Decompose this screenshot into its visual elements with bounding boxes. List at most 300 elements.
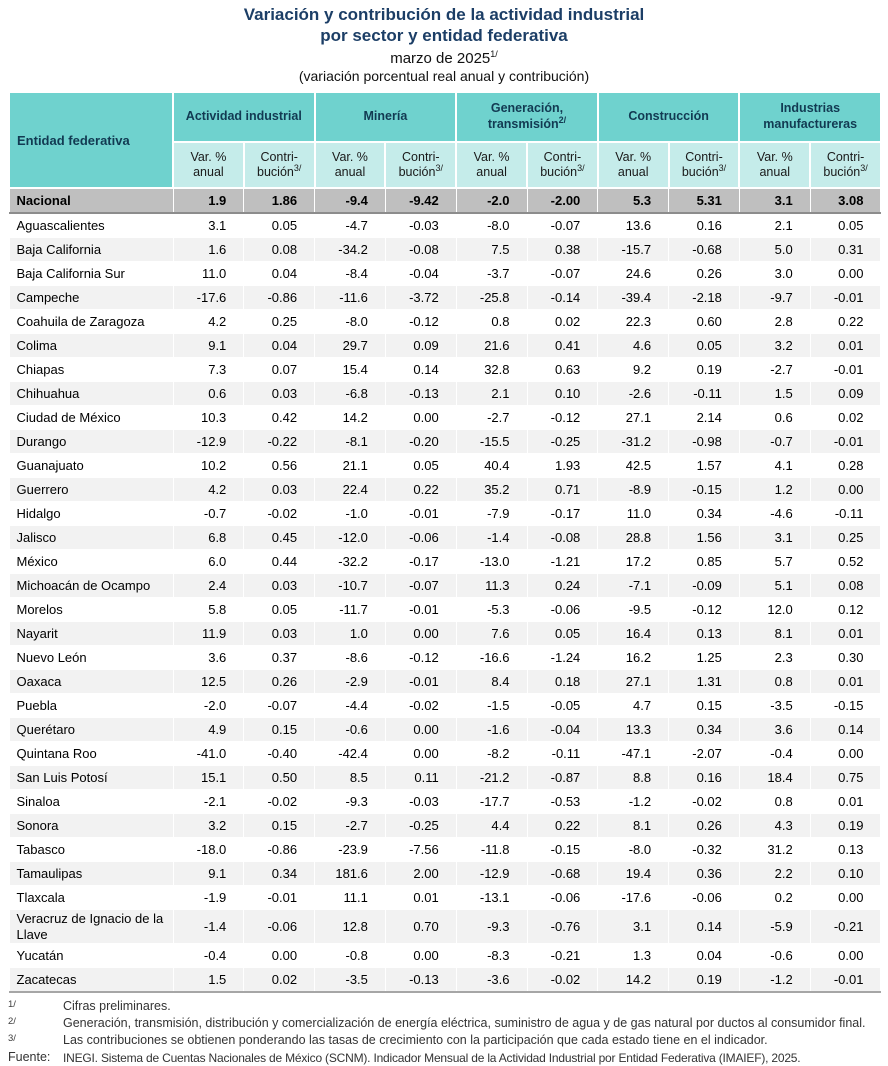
- value-cell: -0.12: [385, 646, 456, 670]
- value-cell: -9.7: [739, 286, 810, 310]
- value-cell: -1.5: [456, 694, 527, 718]
- value-cell: -39.4: [598, 286, 669, 310]
- value-cell: 8.8: [598, 766, 669, 790]
- header-group-row: [9, 92, 881, 142]
- value-cell: 12.5: [173, 670, 244, 694]
- value-cell: -0.08: [385, 238, 456, 262]
- entity-cell: Tlaxcala: [9, 886, 173, 910]
- subheader-var-generacion-transmision: Var. % anual: [456, 142, 527, 188]
- value-cell: 21.1: [315, 454, 386, 478]
- table-header: [9, 92, 881, 188]
- value-cell: -32.2: [315, 550, 386, 574]
- value-cell: 0.09: [810, 382, 881, 406]
- value-cell: 0.8: [456, 310, 527, 334]
- value-cell: 6.8: [173, 526, 244, 550]
- value-cell: 0.16: [669, 766, 740, 790]
- entity-cell: México: [9, 550, 173, 574]
- value-cell: 14.2: [315, 406, 386, 430]
- column-group-actividad-industrial: Actividad industrial: [173, 92, 315, 142]
- value-cell: -2.7: [739, 358, 810, 382]
- value-cell: 0.36: [669, 862, 740, 886]
- entity-cell: Baja California: [9, 238, 173, 262]
- table-row-nuevo-leon: [9, 646, 881, 670]
- value-cell: -0.13: [385, 382, 456, 406]
- value-cell: -9.42: [385, 188, 456, 213]
- value-cell: -0.40: [244, 742, 315, 766]
- value-cell: -1.21: [527, 550, 598, 574]
- value-cell: -13.0: [456, 550, 527, 574]
- value-cell: -0.01: [385, 670, 456, 694]
- value-cell: 2.1: [739, 213, 810, 238]
- value-cell: 0.19: [810, 814, 881, 838]
- value-cell: -1.6: [456, 718, 527, 742]
- contrib-footnote-marker: 3/: [435, 162, 443, 173]
- value-cell: 22.3: [598, 310, 669, 334]
- entity-cell: Ciudad de México: [9, 406, 173, 430]
- value-cell: -0.07: [385, 574, 456, 598]
- footnote-marker: 1/: [8, 999, 16, 1011]
- value-cell: -0.76: [527, 910, 598, 944]
- value-cell: 9.2: [598, 358, 669, 382]
- value-cell: 4.2: [173, 478, 244, 502]
- value-cell: 8.1: [739, 622, 810, 646]
- value-cell: 13.3: [598, 718, 669, 742]
- value-cell: -21.2: [456, 766, 527, 790]
- value-cell: 8.5: [315, 766, 386, 790]
- value-cell: 2.4: [173, 574, 244, 598]
- row-nacional: [9, 188, 881, 213]
- value-cell: 11.1: [315, 886, 386, 910]
- value-cell: 0.42: [244, 406, 315, 430]
- value-cell: -0.01: [810, 968, 881, 993]
- value-cell: -0.07: [244, 694, 315, 718]
- value-cell: 7.5: [456, 238, 527, 262]
- value-cell: 4.3: [739, 814, 810, 838]
- value-cell: 0.34: [669, 718, 740, 742]
- value-cell: 0.00: [385, 944, 456, 968]
- value-cell: 0.31: [810, 238, 881, 262]
- entity-cell: Yucatán: [9, 944, 173, 968]
- value-cell: 0.8: [739, 670, 810, 694]
- entity-cell: Baja California Sur: [9, 262, 173, 286]
- value-cell: 31.2: [739, 838, 810, 862]
- value-cell: 3.2: [739, 334, 810, 358]
- value-cell: 17.2: [598, 550, 669, 574]
- table-row-baja-california: [9, 238, 881, 262]
- value-cell: 10.3: [173, 406, 244, 430]
- table-row-nayarit: [9, 622, 881, 646]
- value-cell: 0.00: [385, 742, 456, 766]
- value-cell: -9.3: [456, 910, 527, 944]
- value-cell: 28.8: [598, 526, 669, 550]
- value-cell: 6.0: [173, 550, 244, 574]
- value-cell: -0.06: [385, 526, 456, 550]
- value-cell: -0.01: [810, 286, 881, 310]
- value-cell: 0.12: [810, 598, 881, 622]
- value-cell: 0.38: [527, 238, 598, 262]
- table-body: [9, 188, 881, 992]
- value-cell: 0.13: [669, 622, 740, 646]
- value-cell: -13.1: [456, 886, 527, 910]
- value-cell: 0.14: [669, 910, 740, 944]
- table-row-puebla: [9, 694, 881, 718]
- value-cell: 0.05: [244, 598, 315, 622]
- value-cell: 11.0: [173, 262, 244, 286]
- table-row-jalisco: [9, 526, 881, 550]
- footnote-3: [8, 1032, 880, 1049]
- value-cell: 3.0: [739, 262, 810, 286]
- value-cell: -0.32: [669, 838, 740, 862]
- value-cell: 22.4: [315, 478, 386, 502]
- value-cell: -0.22: [244, 430, 315, 454]
- value-cell: -2.9: [315, 670, 386, 694]
- value-cell: -8.0: [598, 838, 669, 862]
- value-cell: -0.05: [527, 694, 598, 718]
- value-cell: -0.11: [527, 742, 598, 766]
- entity-cell: Puebla: [9, 694, 173, 718]
- value-cell: -8.3: [456, 944, 527, 968]
- entity-column-header: Entidad federativa: [9, 92, 173, 188]
- value-cell: -2.1: [173, 790, 244, 814]
- value-cell: 5.31: [669, 188, 740, 213]
- value-cell: 0.04: [244, 334, 315, 358]
- table-row-quintana-roo: [9, 742, 881, 766]
- table-row-michoacan-de-ocampo: [9, 574, 881, 598]
- value-cell: 5.0: [739, 238, 810, 262]
- value-cell: 0.03: [244, 478, 315, 502]
- value-cell: -15.5: [456, 430, 527, 454]
- value-cell: 0.22: [527, 814, 598, 838]
- column-group-mineria: Minería: [315, 92, 457, 142]
- value-cell: 181.6: [315, 862, 386, 886]
- value-cell: 0.02: [810, 406, 881, 430]
- value-cell: -3.7: [456, 262, 527, 286]
- value-cell: 1.3: [598, 944, 669, 968]
- value-cell: 11.9: [173, 622, 244, 646]
- value-cell: 0.05: [669, 334, 740, 358]
- value-cell: 0.04: [669, 944, 740, 968]
- value-cell: -0.15: [810, 694, 881, 718]
- value-cell: -11.7: [315, 598, 386, 622]
- value-cell: 0.26: [669, 262, 740, 286]
- table-row-zacatecas: [9, 968, 881, 993]
- value-cell: 0.28: [810, 454, 881, 478]
- entity-cell: Chihuahua: [9, 382, 173, 406]
- value-cell: 4.4: [456, 814, 527, 838]
- entity-cell: Nayarit: [9, 622, 173, 646]
- footnote-marker: 3/: [8, 1033, 16, 1045]
- value-cell: -1.2: [598, 790, 669, 814]
- value-cell: 13.6: [598, 213, 669, 238]
- table-row-baja-california-sur: [9, 262, 881, 286]
- value-cell: -0.8: [315, 944, 386, 968]
- entity-cell: Colima: [9, 334, 173, 358]
- value-cell: 0.11: [385, 766, 456, 790]
- contrib-footnote-marker: 3/: [293, 162, 302, 173]
- value-cell: 0.45: [244, 526, 315, 550]
- value-cell: 0.15: [244, 814, 315, 838]
- value-cell: -0.4: [173, 944, 244, 968]
- value-cell: 2.8: [739, 310, 810, 334]
- value-cell: -0.01: [810, 358, 881, 382]
- value-cell: 0.8: [739, 790, 810, 814]
- contrib-footnote-marker: 3/: [860, 162, 868, 173]
- value-cell: -0.04: [527, 718, 598, 742]
- value-cell: 0.14: [810, 718, 881, 742]
- value-cell: -15.7: [598, 238, 669, 262]
- footnote-marker: 2/: [8, 1016, 16, 1028]
- value-cell: 0.02: [527, 310, 598, 334]
- value-cell: 0.37: [244, 646, 315, 670]
- value-cell: -0.86: [244, 838, 315, 862]
- value-cell: -16.6: [456, 646, 527, 670]
- value-cell: 5.3: [598, 188, 669, 213]
- value-cell: -4.6: [739, 502, 810, 526]
- value-cell: 0.01: [385, 886, 456, 910]
- value-cell: -0.04: [385, 262, 456, 286]
- table-row-colima: [9, 334, 881, 358]
- contrib-footnote-marker: 3/: [577, 162, 585, 173]
- value-cell: 5.8: [173, 598, 244, 622]
- entity-cell: Nuevo León: [9, 646, 173, 670]
- value-cell: -0.01: [244, 886, 315, 910]
- value-cell: 0.01: [810, 334, 881, 358]
- subheader-var-industrias-manufactureras: Var. % anual: [739, 142, 810, 188]
- footnote-text: Cifras preliminares.: [63, 999, 171, 1014]
- value-cell: -0.02: [385, 694, 456, 718]
- value-cell: 1.2: [739, 478, 810, 502]
- value-cell: 0.50: [244, 766, 315, 790]
- entity-cell: Durango: [9, 430, 173, 454]
- entity-cell: Guerrero: [9, 478, 173, 502]
- value-cell: 3.08: [810, 188, 881, 213]
- value-cell: 0.56: [244, 454, 315, 478]
- value-cell: 0.01: [810, 622, 881, 646]
- value-cell: -31.2: [598, 430, 669, 454]
- table-row-tamaulipas: [9, 862, 881, 886]
- value-cell: 0.26: [244, 670, 315, 694]
- value-cell: 0.16: [669, 213, 740, 238]
- value-cell: -0.13: [385, 968, 456, 993]
- value-cell: 2.2: [739, 862, 810, 886]
- table-row-morelos: [9, 598, 881, 622]
- value-cell: -12.9: [173, 430, 244, 454]
- value-cell: 0.75: [810, 766, 881, 790]
- table-row-tabasco: [9, 838, 881, 862]
- value-cell: -0.14: [527, 286, 598, 310]
- value-cell: -7.1: [598, 574, 669, 598]
- column-group-industrias-manufactureras: Industrias manufactureras: [739, 92, 881, 142]
- table-row-guerrero: [9, 478, 881, 502]
- subheader-var-actividad-industrial: Var. % anual: [173, 142, 244, 188]
- value-cell: 1.56: [669, 526, 740, 550]
- value-cell: -1.2: [739, 968, 810, 993]
- value-cell: -18.0: [173, 838, 244, 862]
- subheader-contrib-construccion: Contri-bución$^{3/}$: [669, 142, 740, 188]
- column-group-generacion-transmision: Generación, transmisión$^{2/}$: [456, 92, 598, 142]
- value-cell: 0.02: [244, 968, 315, 993]
- value-cell: 1.86: [244, 188, 315, 213]
- value-cell: 0.2: [739, 886, 810, 910]
- value-cell: 1.6: [173, 238, 244, 262]
- value-cell: -0.21: [527, 944, 598, 968]
- entity-cell: Campeche: [9, 286, 173, 310]
- value-cell: 29.7: [315, 334, 386, 358]
- value-cell: 0.41: [527, 334, 598, 358]
- value-cell: -7.56: [385, 838, 456, 862]
- value-cell: -6.8: [315, 382, 386, 406]
- value-cell: -0.6: [315, 718, 386, 742]
- value-cell: -0.7: [739, 430, 810, 454]
- value-cell: -0.12: [527, 406, 598, 430]
- value-cell: 0.08: [810, 574, 881, 598]
- value-cell: 5.1: [739, 574, 810, 598]
- value-cell: -2.0: [456, 188, 527, 213]
- group-footnote-marker: 2/: [558, 114, 567, 125]
- value-cell: 0.05: [385, 454, 456, 478]
- value-cell: -34.2: [315, 238, 386, 262]
- value-cell: -1.4: [456, 526, 527, 550]
- value-cell: -8.2: [456, 742, 527, 766]
- table-row-sonora: [9, 814, 881, 838]
- table-row-durango: [9, 430, 881, 454]
- value-cell: -5.3: [456, 598, 527, 622]
- value-cell: -9.3: [315, 790, 386, 814]
- subheader-contrib-generacion-transmision: Contri-bución$^{3/}$: [527, 142, 598, 188]
- value-cell: -3.5: [315, 968, 386, 993]
- value-cell: 32.8: [456, 358, 527, 382]
- value-cell: -2.18: [669, 286, 740, 310]
- source-label: Fuente:: [8, 1050, 51, 1065]
- value-cell: 0.00: [810, 886, 881, 910]
- value-cell: 16.4: [598, 622, 669, 646]
- value-cell: 0.34: [669, 502, 740, 526]
- table-row-guanajuato: [9, 454, 881, 478]
- value-cell: -0.02: [527, 968, 598, 993]
- footnotes: [8, 998, 880, 1066]
- value-cell: 0.34: [244, 862, 315, 886]
- entity-cell: Chiapas: [9, 358, 173, 382]
- value-cell: -0.25: [527, 430, 598, 454]
- value-cell: 0.15: [669, 694, 740, 718]
- value-cell: 3.1: [173, 213, 244, 238]
- date-line: [8, 49, 880, 68]
- value-cell: -0.02: [244, 502, 315, 526]
- value-cell: 18.4: [739, 766, 810, 790]
- entity-cell: Morelos: [9, 598, 173, 622]
- entity-cell: Tabasco: [9, 838, 173, 862]
- value-cell: 1.93: [527, 454, 598, 478]
- value-cell: 0.10: [810, 862, 881, 886]
- value-cell: -3.72: [385, 286, 456, 310]
- value-cell: -0.11: [810, 502, 881, 526]
- value-cell: -0.6: [739, 944, 810, 968]
- value-cell: -17.6: [173, 286, 244, 310]
- entity-cell: Zacatecas: [9, 968, 173, 993]
- value-cell: 4.2: [173, 310, 244, 334]
- value-cell: -2.00: [527, 188, 598, 213]
- value-cell: 0.03: [244, 622, 315, 646]
- page-title-line1: Variación y contribución de la actividad industrial: [243, 5, 645, 24]
- value-cell: 15.1: [173, 766, 244, 790]
- value-cell: 1.31: [669, 670, 740, 694]
- footnote-1: [8, 998, 880, 1015]
- subtitle: (variación porcentual real anual y contribución): [298, 68, 590, 84]
- column-group-construccion: Construcción: [598, 92, 740, 142]
- table-row-coahuila-de-zaragoza: [9, 310, 881, 334]
- value-cell: 0.15: [244, 718, 315, 742]
- value-cell: 0.04: [244, 262, 315, 286]
- value-cell: -0.06: [244, 910, 315, 944]
- value-cell: -8.1: [315, 430, 386, 454]
- value-cell: 0.19: [669, 968, 740, 993]
- value-cell: -1.9: [173, 886, 244, 910]
- source-text: INEGI. Sistema de Cuentas Nacionales de México (SCNM). Indicador Mensual de la Actividad Industrial por Entidad Federativa (IMAIEF), 2025.: [63, 1051, 801, 1066]
- value-cell: 0.00: [244, 944, 315, 968]
- date-text: marzo de 2025: [390, 50, 491, 67]
- value-cell: 3.1: [739, 188, 810, 213]
- value-cell: -0.11: [669, 382, 740, 406]
- table-row-hidalgo: [9, 502, 881, 526]
- value-cell: -23.9: [315, 838, 386, 862]
- value-cell: 0.18: [527, 670, 598, 694]
- value-cell: -11.6: [315, 286, 386, 310]
- value-cell: 2.3: [739, 646, 810, 670]
- value-cell: 11.3: [456, 574, 527, 598]
- value-cell: -0.01: [385, 598, 456, 622]
- value-cell: 0.6: [173, 382, 244, 406]
- value-cell: -2.7: [456, 406, 527, 430]
- value-cell: -47.1: [598, 742, 669, 766]
- value-cell: 5.7: [739, 550, 810, 574]
- entity-cell: Veracruz de Ignacio de la Llave: [9, 910, 173, 944]
- value-cell: -0.15: [669, 478, 740, 502]
- page-title-line2: por sector y entidad federativa: [320, 26, 568, 45]
- value-cell: -2.6: [598, 382, 669, 406]
- value-cell: -0.07: [527, 213, 598, 238]
- value-cell: 1.25: [669, 646, 740, 670]
- value-cell: -4.4: [315, 694, 386, 718]
- value-cell: 0.00: [385, 406, 456, 430]
- value-cell: -11.8: [456, 838, 527, 862]
- value-cell: 42.5: [598, 454, 669, 478]
- value-cell: -0.53: [527, 790, 598, 814]
- entity-cell: Hidalgo: [9, 502, 173, 526]
- value-cell: -0.02: [669, 790, 740, 814]
- entity-cell: Nacional: [9, 188, 173, 213]
- value-cell: 0.25: [244, 310, 315, 334]
- value-cell: 2.00: [385, 862, 456, 886]
- value-cell: 24.6: [598, 262, 669, 286]
- value-cell: 0.10: [527, 382, 598, 406]
- table-row-yucatan: [9, 944, 881, 968]
- value-cell: 0.85: [669, 550, 740, 574]
- value-cell: -41.0: [173, 742, 244, 766]
- value-cell: 0.30: [810, 646, 881, 670]
- value-cell: -0.17: [385, 550, 456, 574]
- value-cell: -0.17: [527, 502, 598, 526]
- entity-cell: Tamaulipas: [9, 862, 173, 886]
- value-cell: 21.6: [456, 334, 527, 358]
- value-cell: 0.03: [244, 382, 315, 406]
- value-cell: 0.22: [385, 478, 456, 502]
- entity-cell: San Luis Potosí: [9, 766, 173, 790]
- entity-cell: Michoacán de Ocampo: [9, 574, 173, 598]
- value-cell: 0.01: [810, 670, 881, 694]
- value-cell: 1.5: [739, 382, 810, 406]
- value-cell: 0.71: [527, 478, 598, 502]
- value-cell: -12.9: [456, 862, 527, 886]
